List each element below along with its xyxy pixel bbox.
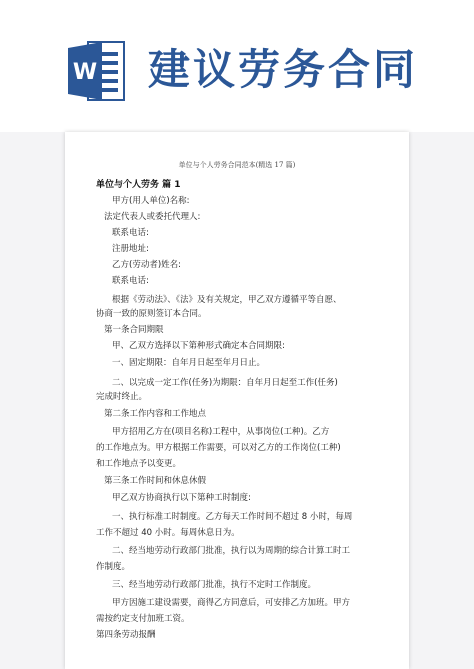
document-line: 的工作地点为。甲方根据工作需要，可以对乙方的工作岗位(工种) [96, 443, 341, 453]
document-line: 作制度。 [96, 562, 131, 572]
document-line: 二、以完成一定工作(任务)为期限：自年月日起至工作(任务) [112, 378, 338, 388]
document-line: 二、经当地劳动行政部门批准，执行以为周期的综合计算工时工 [112, 546, 351, 556]
section-title: 单位与个人劳务 篇 1 [96, 180, 181, 190]
document-line: 第三条工作时间和休息休假 [104, 476, 207, 486]
document-line: 第四条劳动报酬 [96, 630, 156, 640]
document-running-header: 单位与个人劳务合同范本(精选 17 篇) [178, 161, 296, 169]
document-line: 甲方(用人单位)名称: [112, 196, 190, 206]
page-header [0, 0, 474, 132]
document-line: 甲、乙双方选择以下第种形式确定本合同期限: [112, 341, 285, 351]
page-title: 建议劳务合同 [148, 45, 419, 94]
document-line: 甲方招用乙方在(项目名称)工程中，从事岗位(工种)。乙方 [112, 427, 330, 437]
word-icon-letter: W [72, 60, 98, 85]
document-line: 需按约定支付加班工资。 [96, 614, 190, 624]
document-line: 法定代表人或委托代理人: [104, 212, 201, 222]
document-line: 甲乙双方协商执行以下第种工时制度: [112, 493, 251, 503]
document-line: 甲方因施工建设需要，商得乙方同意后，可安排乙方加班。甲方 [112, 598, 351, 608]
document-line: 和工作地点予以变更。 [96, 459, 182, 469]
document-line: 工作不超过 40 小时。每周休息日为。 [96, 528, 240, 538]
document-line: 根据《劳动法》、《法》及有关规定，甲乙双方遵循平等自愿、 [112, 295, 342, 305]
document-line: 协商一致的原则签订本合同。 [96, 309, 207, 319]
document-line: 第一条合同期限 [104, 325, 164, 335]
document-page [65, 132, 409, 669]
document-line: 第二条工作内容和工作地点 [104, 409, 207, 419]
document-line: 三、经当地劳动行政部门批准，执行不定时工作制度。 [112, 580, 317, 590]
document-line: 联系电话: [112, 228, 149, 238]
document-line: 一、执行标准工时制度。乙方每天工作时间不超过 8 小时，每周 [112, 512, 353, 522]
document-line: 联系电话: [112, 276, 149, 286]
document-line: 一、固定期限：自年月日起至年月日止。 [112, 358, 266, 368]
word-document-icon [66, 38, 128, 104]
document-line: 完成时终止。 [96, 392, 148, 402]
document-line: 乙方(劳动者)姓名: [112, 260, 181, 270]
document-line: 注册地址: [112, 244, 149, 254]
